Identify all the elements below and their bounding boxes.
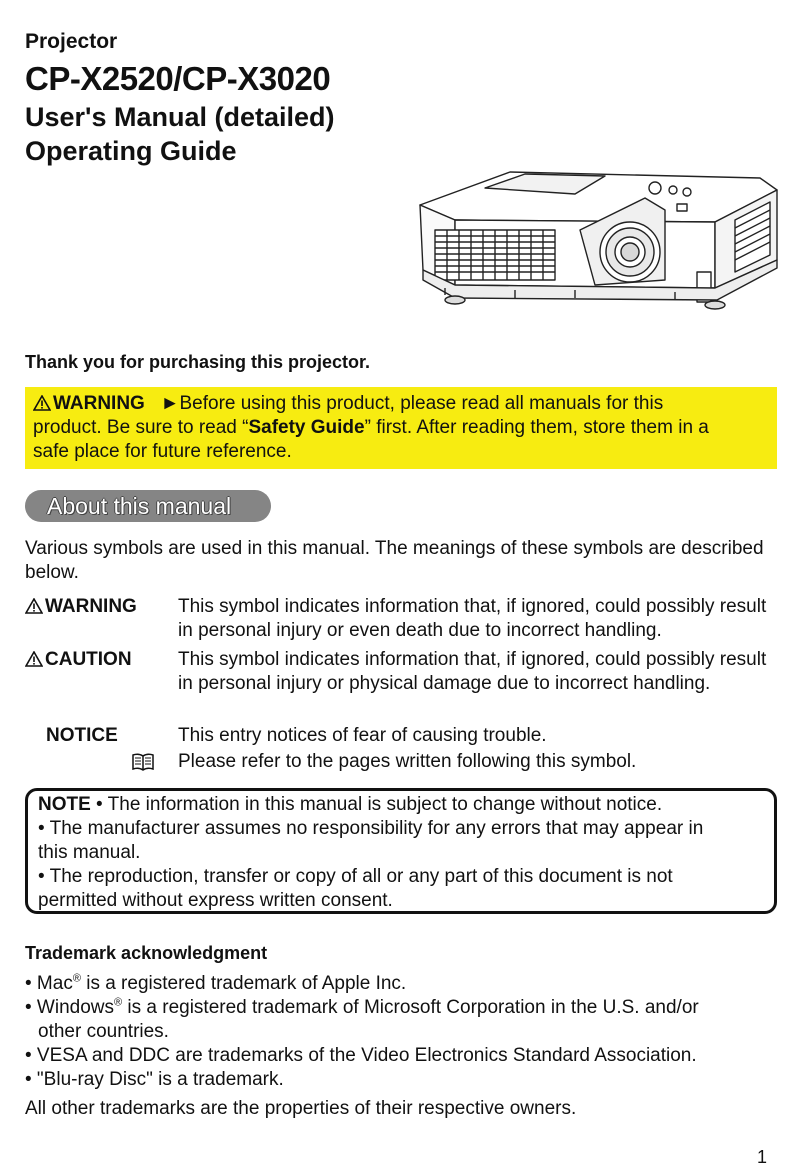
trademark-item-bluray: • "Blu-ray Disc" is a trademark. <box>25 1069 284 1090</box>
symbol-text-caution: This symbol indicates information that, if ignored, could possibly result in personal injury or physical damage due to incorrect handling. <box>178 649 767 694</box>
section-heading-about <box>25 490 271 522</box>
symbol-label-caution: CAUTION <box>45 649 132 670</box>
category-label: Projector <box>25 30 118 53</box>
manual-title-line1: User's Manual (detailed) <box>25 102 335 132</box>
warning-label: WARNING <box>53 393 145 414</box>
note-box <box>25 788 777 914</box>
symbol-row-reference <box>25 750 785 776</box>
intro-text: Various symbols are used in this manual. The meanings of these symbols are described below. <box>25 538 764 583</box>
warning-triangle-icon <box>33 395 51 411</box>
symbol-row-notice <box>25 724 785 750</box>
manual-title-line2: Operating Guide <box>25 136 237 166</box>
note-line2: • The manufacturer assumes no responsibility for any errors that may appear in <box>38 818 704 839</box>
page-number: 1 <box>757 1147 768 1167</box>
symbol-text-notice: This entry notices of fear of causing trouble. <box>178 725 547 746</box>
warning-line1: ►Before using this product, please read all manuals for this <box>160 393 664 414</box>
trademark-item-mac: • Mac® is a registered trademark of Apple Inc. <box>25 972 407 994</box>
note-line5: permitted without express written consent. <box>38 890 393 911</box>
warning-line2b: ” first. After reading them, store them in a <box>364 417 709 438</box>
symbol-row-warning <box>25 595 785 645</box>
symbol-row-caution <box>25 648 785 722</box>
symbol-label-warning: WARNING <box>45 596 137 617</box>
note-line4: • The reproduction, transfer or copy of all or any part of this document is not <box>38 866 673 887</box>
book-icon <box>132 753 154 771</box>
trademark-closing: All other trademarks are the properties of their respective owners. <box>25 1098 577 1119</box>
about-title: About this manual <box>47 493 232 519</box>
note-label: NOTE <box>38 794 91 815</box>
warning-triangle-icon <box>25 651 43 667</box>
warning-line2a: product. Be sure to read “ <box>33 417 249 438</box>
warning-line3: safe place for future reference. <box>33 441 292 462</box>
model-title: CP-X2520/CP-X3020 <box>25 60 331 97</box>
manual-title <box>25 100 335 168</box>
symbol-label-notice: NOTICE <box>46 725 118 746</box>
projector-illustration <box>415 160 790 340</box>
thank-you-text: Thank you for purchasing this projector. <box>25 352 371 372</box>
trademark-item-windows: • Windows® is a registered trademark of Microsoft Corporation in the U.S. and/or <box>25 996 699 1018</box>
trademark-item-windows-cont: other countries. <box>38 1021 169 1042</box>
trademark-heading: Trademark acknowledgment <box>25 943 268 963</box>
symbol-text-reference: Please refer to the pages written following this symbol. <box>178 751 637 772</box>
warning-banner <box>25 387 777 469</box>
symbol-text-warning: This symbol indicates information that, if ignored, could possibly result in personal injury or even death due to incorrect handling. <box>178 596 767 641</box>
warning-triangle-icon <box>25 598 43 614</box>
safety-guide-ref: Safety Guide <box>248 417 365 438</box>
trademark-item-vesa: • VESA and DDC are trademarks of the Video Electronics Standard Association. <box>25 1045 697 1066</box>
note-line1: • The information in this manual is subject to change without notice. <box>90 794 663 815</box>
note-line3: this manual. <box>38 842 141 863</box>
